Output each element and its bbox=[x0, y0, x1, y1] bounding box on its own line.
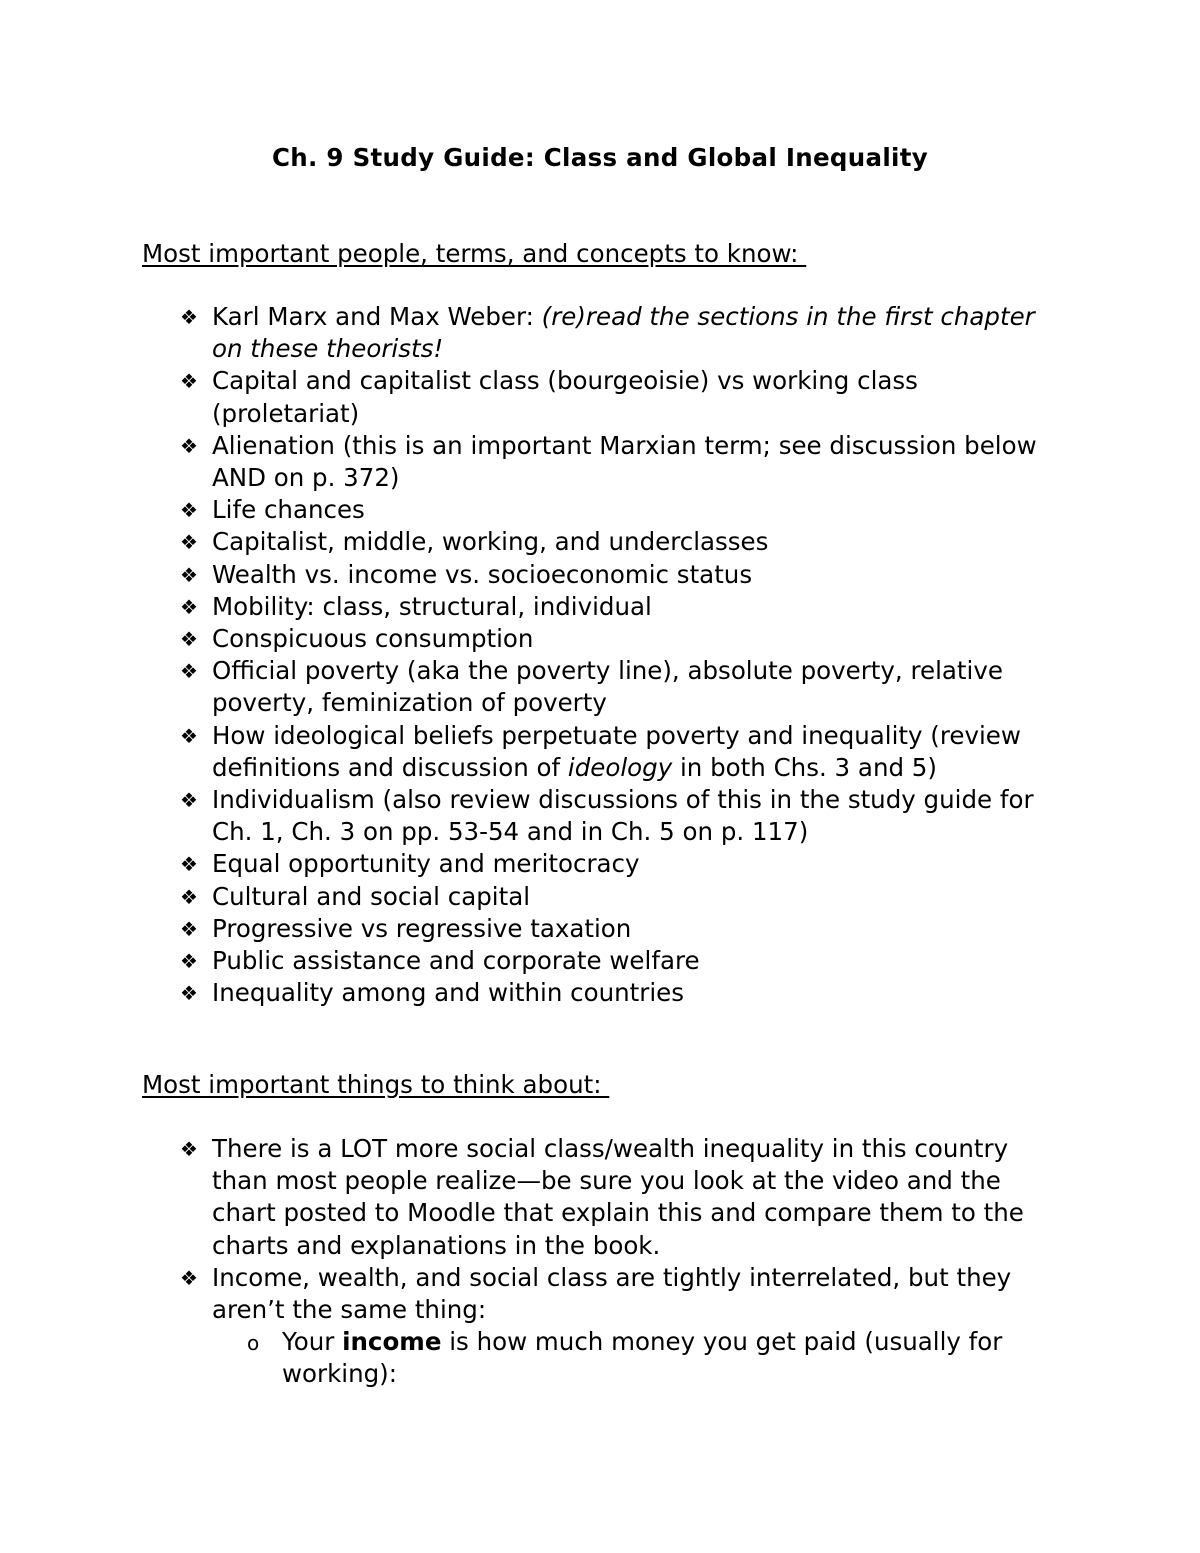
diamond-star-bullet-icon: ❖ bbox=[180, 530, 198, 555]
diamond-star-bullet-icon: ❖ bbox=[180, 884, 198, 909]
diamond-star-bullet-icon: ❖ bbox=[180, 1137, 198, 1161]
diamond-star-bullet-icon: ❖ bbox=[180, 305, 198, 329]
item-text: Conspicuous consumption bbox=[212, 624, 534, 654]
page-title: Ch. 9 Study Guide: Class and Global Inequality bbox=[271, 143, 929, 172]
diamond-star-bullet-icon: ❖ bbox=[180, 723, 198, 748]
list-item bbox=[180, 881, 1060, 913]
think-about-list bbox=[180, 1133, 1060, 1391]
item-text: Capital and capitalist class (bourgeoisie) vs working class (proletariat) bbox=[212, 366, 918, 428]
list-item bbox=[180, 977, 1060, 1009]
item-text: in both Chs. 3 and 5) bbox=[672, 752, 937, 782]
list-item bbox=[180, 623, 1060, 655]
list-item bbox=[180, 848, 1060, 880]
diamond-star-bullet-icon: ❖ bbox=[180, 498, 198, 523]
list-item bbox=[180, 945, 1060, 977]
diamond-star-bullet-icon: ❖ bbox=[180, 369, 198, 394]
item-text: How ideological beliefs perpetuate poverty and inequality (review definitions and discussion of bbox=[212, 720, 1021, 782]
diamond-star-bullet-icon: ❖ bbox=[180, 949, 198, 974]
list-item bbox=[180, 559, 1060, 591]
item-text: Mobility: class, structural, individual bbox=[212, 591, 652, 621]
sub-list-item bbox=[212, 1326, 1060, 1390]
list-item bbox=[180, 1262, 1060, 1391]
item-text: Progressive vs regressive taxation bbox=[212, 913, 632, 943]
list-item bbox=[180, 430, 1060, 494]
italic-text: (re)read the sections in the first chapter on these theorists! bbox=[212, 302, 1035, 364]
item-text: Cultural and social capital bbox=[212, 881, 531, 911]
list-item bbox=[180, 526, 1060, 558]
item-text: Income, wealth, and social class are tightly interrelated, but they aren’t the same thing: bbox=[212, 1262, 1012, 1325]
diamond-star-bullet-icon: ❖ bbox=[180, 433, 198, 458]
diamond-star-bullet-icon: ❖ bbox=[180, 981, 198, 1006]
sub-list bbox=[212, 1326, 1060, 1390]
item-text: Your bbox=[282, 1327, 343, 1357]
list-item bbox=[180, 784, 1060, 848]
bold-text: income bbox=[342, 1327, 442, 1357]
list-item bbox=[180, 494, 1060, 526]
item-text: Official poverty (aka the poverty line), absolute poverty, relative poverty, feminization of poverty bbox=[212, 656, 1003, 718]
concepts-list bbox=[180, 301, 1060, 1009]
diamond-star-bullet-icon: ❖ bbox=[180, 594, 198, 619]
item-text: Life chances bbox=[212, 495, 365, 525]
item-text: Public assistance and corporate welfare bbox=[212, 946, 700, 976]
list-item bbox=[180, 913, 1060, 945]
list-item bbox=[180, 720, 1060, 784]
list-item bbox=[180, 365, 1060, 429]
list-item bbox=[180, 655, 1060, 719]
item-text: Equal opportunity and meritocracy bbox=[212, 849, 640, 879]
diamond-star-bullet-icon: ❖ bbox=[180, 1265, 198, 1290]
section-heading-think-about: Most important things to think about: bbox=[142, 1070, 610, 1099]
item-text: There is a LOT more social class/wealth inequality in this country than most people realize—be sure you look at the video and the chart posted to Moodle that explain this and compare them to the charts and explanations in the book. bbox=[212, 1134, 1024, 1260]
italic-text: ideology bbox=[567, 752, 673, 782]
list-item bbox=[180, 1133, 1060, 1262]
item-text: Karl Marx and Max Weber: bbox=[212, 302, 542, 331]
item-text: Alienation (this is an important Marxian term; see discussion below AND on p. 372) bbox=[212, 430, 1037, 493]
item-text: Capitalist, middle, working, and underclasses bbox=[212, 527, 769, 557]
item-text: is how much money you get paid (usually for working): bbox=[282, 1327, 1003, 1389]
list-item bbox=[180, 591, 1060, 623]
section-heading-concepts: Most important people, terms, and concepts to know: bbox=[142, 239, 807, 268]
diamond-star-bullet-icon: ❖ bbox=[180, 562, 198, 587]
circle-bullet-icon: o bbox=[247, 1331, 260, 1356]
diamond-star-bullet-icon: ❖ bbox=[180, 916, 198, 941]
diamond-star-bullet-icon: ❖ bbox=[180, 627, 198, 652]
item-text: Individualism (also review discussions of this in the study guide for Ch. 1, Ch. 3 on pp. 53-54 and in Ch. 5 on p. 117) bbox=[212, 785, 1034, 847]
item-text: Wealth vs. income vs. socioeconomic status bbox=[212, 559, 753, 589]
item-text: Inequality among and within countries bbox=[212, 978, 684, 1008]
diamond-star-bullet-icon: ❖ bbox=[180, 788, 198, 813]
list-item bbox=[180, 301, 1060, 365]
diamond-star-bullet-icon: ❖ bbox=[180, 659, 198, 684]
diamond-star-bullet-icon: ❖ bbox=[180, 852, 198, 877]
